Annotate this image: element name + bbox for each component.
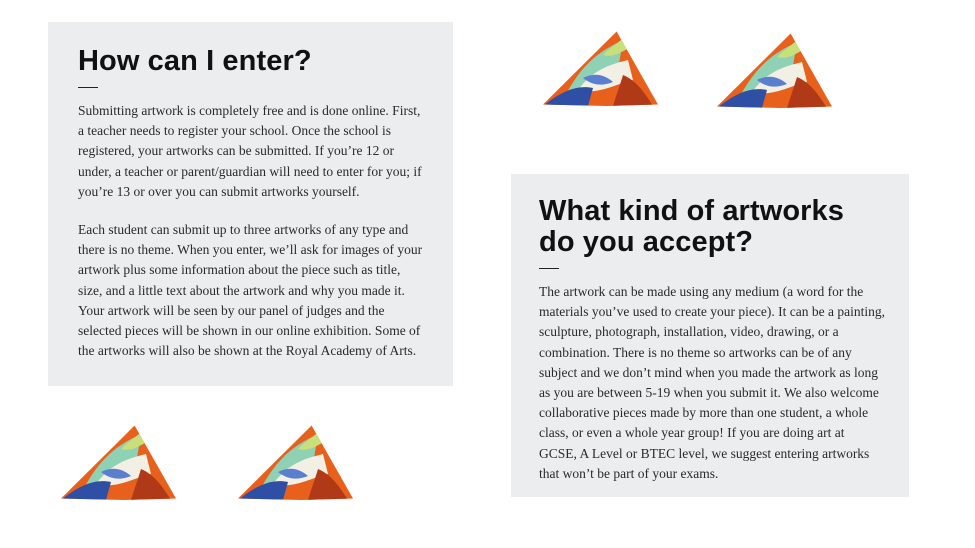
paint-swatch-triangle-icon bbox=[717, 32, 832, 108]
how-to-enter-paragraph-2: Each student can submit up to three artworks of any type and there is no theme. When you enter, we’ll ask for images of your artwork plus some information about the piece such as title, size, and a little text about the artwork and why you made it. Your artwork will be seen by our panel of judges and the selected pieces will be shown in our online exhibition. Some of the artworks will also be shown at the Royal Academy of Arts. bbox=[78, 222, 423, 359]
artwork-kinds-paragraph: The artwork can be made using any medium (a word for the materials you’ve used to create your piece). It can be a painting, sculpture, photograph, installation, video, drawing, or a combination. There is no theme so artworks can be of any subject and we don’t mind when you made the artwork as long as you are between 5-19 when you submit it. We also welcome collaborative pieces made by more than one student, a whole class, or even a whole year group! If you are doing art at GCSE, A Level or BTEC level, we suggest entering artworks that won’t be part of your exams. bbox=[539, 284, 885, 481]
paint-swatch-triangle-icon bbox=[543, 30, 658, 106]
heading-divider bbox=[539, 268, 559, 269]
how-to-enter-heading: How can I enter? bbox=[78, 45, 312, 77]
paint-swatch-triangle-icon bbox=[61, 424, 176, 500]
paint-swatch-triangle-icon bbox=[238, 424, 353, 500]
how-to-enter-paragraph-1: Submitting artwork is completely free and is done online. First, a teacher needs to register your school. Once the school is registered, your artworks can be submitted. If you’re 12 or under, a teacher or parent/guardian will need to enter for you; if you’re 13 or over you can submit artworks yourself. bbox=[78, 103, 422, 199]
heading-divider bbox=[78, 87, 98, 88]
how-to-enter-card bbox=[48, 22, 453, 386]
artwork-kinds-heading: What kind of artworks do you accept? bbox=[539, 195, 845, 258]
artwork-kinds-card bbox=[511, 174, 909, 497]
